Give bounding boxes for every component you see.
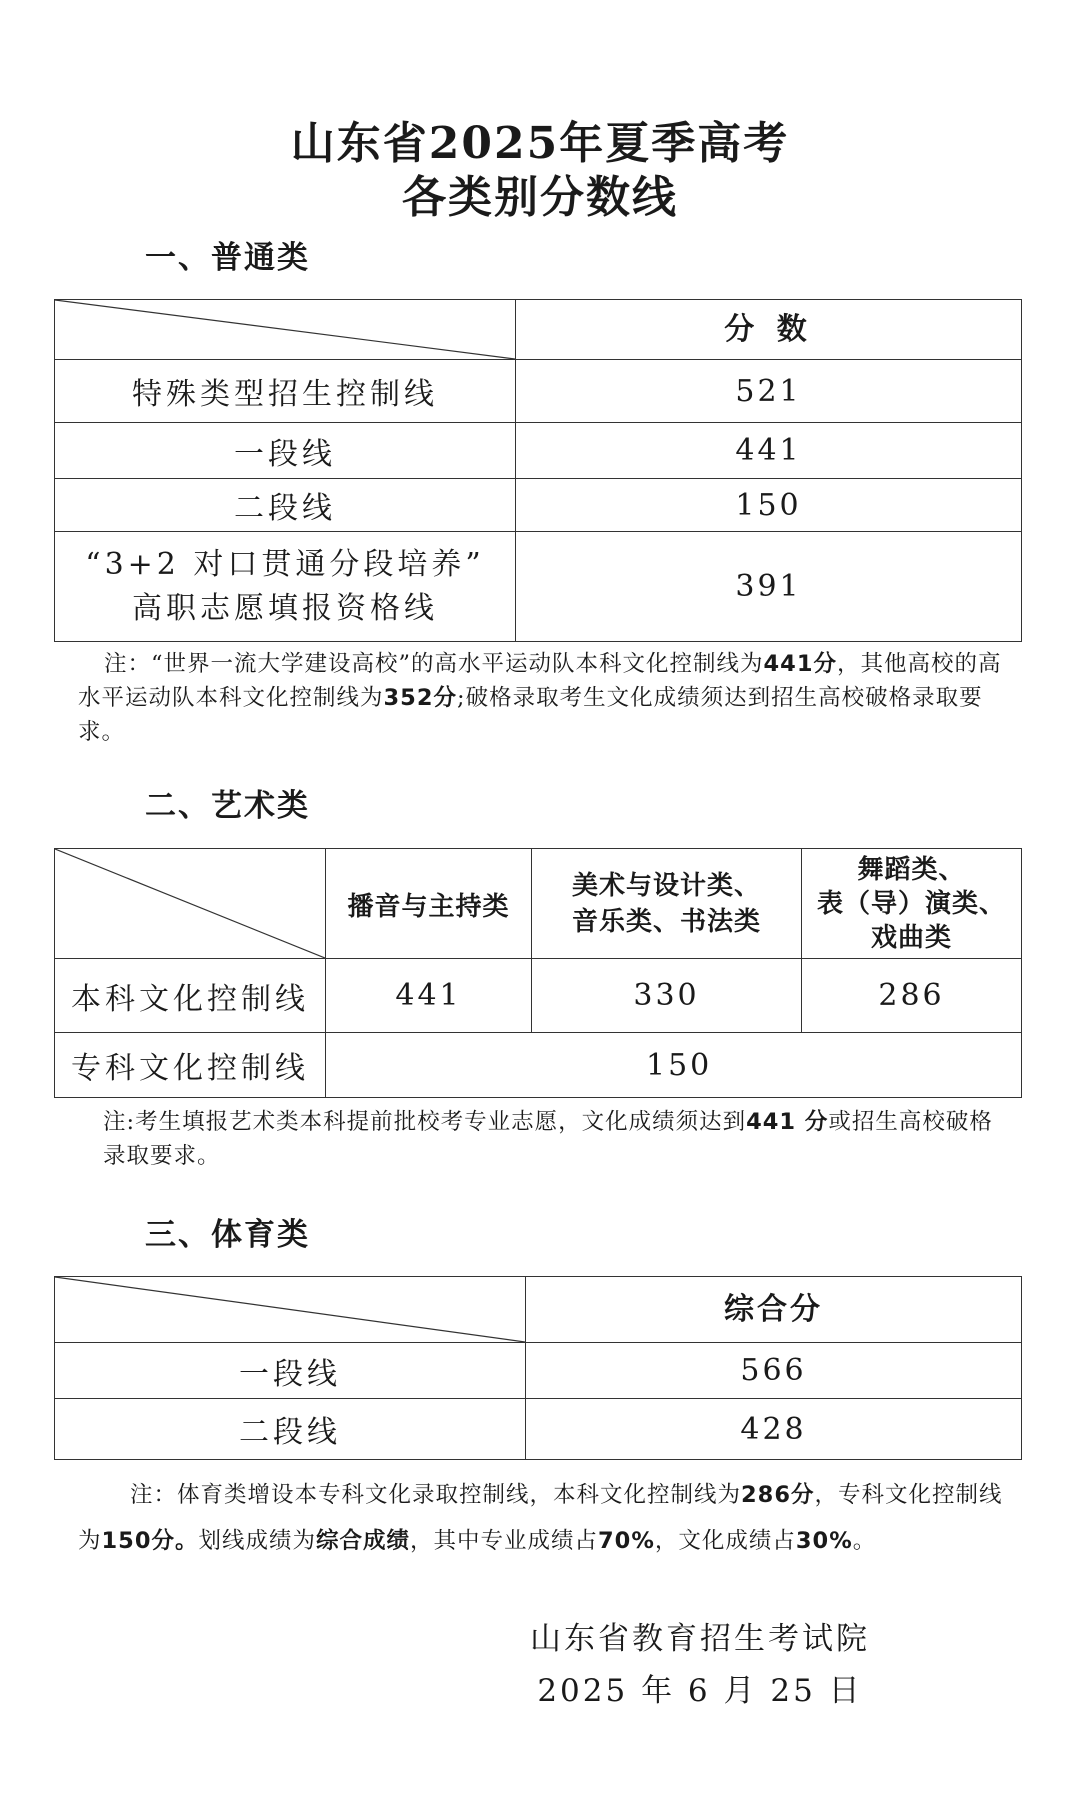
column-header-fine-arts (532, 849, 802, 959)
table-corner-cell (55, 1277, 526, 1343)
note-value: 441分 (763, 651, 837, 677)
document-title-line1: 山东省2025年夏季高考 (290, 118, 790, 169)
column-header-line: 舞蹈类、 (857, 854, 966, 885)
column-header-broadcast: 播音与主持类 (326, 849, 532, 959)
note-value: 30% (795, 1528, 853, 1554)
row-score: 441 (516, 423, 1022, 479)
row-score: 441 (326, 959, 532, 1033)
column-header-dance (802, 849, 1022, 959)
note-text: ，专科文化控制线为 (78, 1482, 1003, 1554)
document-title-line2: 各类别分数线 (402, 172, 678, 223)
row-label-line2: 高职志愿填报资格线 (132, 590, 438, 626)
row-score: 391 (516, 532, 1022, 642)
section-heading-art: 二、艺术类 (145, 788, 310, 824)
note-value: 441 分 (746, 1109, 829, 1135)
row-score: 428 (526, 1399, 1022, 1460)
column-header-line: 戏曲类 (870, 922, 952, 953)
row-label-line1: “3+2 对口贯通分段培养” (85, 546, 485, 582)
diagonal-line (55, 849, 325, 958)
row-label: 一段线 (55, 1343, 526, 1399)
row-label: 一段线 (55, 423, 516, 479)
row-label: 本科文化控制线 (55, 959, 326, 1033)
note-text: ，其他高校的高水平运动队本科文化控制线为 (78, 651, 1002, 711)
section-heading-general: 一、普通类 (145, 240, 310, 276)
note-sports (78, 1472, 1006, 1564)
column-header-score: 分 数 (516, 300, 1022, 360)
note-value: 综合成绩 (316, 1528, 411, 1554)
note-text: ，其中专业成绩占 (410, 1528, 599, 1554)
row-score: 521 (516, 360, 1022, 423)
row-score: 286 (802, 959, 1022, 1033)
row-label: 特殊类型招生控制线 (55, 360, 516, 423)
sports-score-table (54, 1276, 1022, 1460)
note-text: ，文化成绩占 (654, 1528, 796, 1554)
table-corner-cell (55, 849, 326, 959)
art-score-table (54, 848, 1022, 1098)
diagonal-line (55, 300, 515, 359)
note-value: 352分 (383, 685, 457, 711)
note-text: 注：体育类增设本专科文化录取控制线，本科文化控制线为 (130, 1482, 742, 1508)
note-general (78, 647, 1006, 749)
diagonal-line (55, 1277, 525, 1342)
row-score: 330 (532, 959, 802, 1033)
note-text: 注：“世界一流大学建设高校”的高水平运动队本科文化控制线为 (104, 651, 764, 677)
row-label (55, 532, 516, 642)
column-header-line: 表（导）演类、 (816, 888, 1006, 919)
note-value: 286分 (741, 1482, 815, 1508)
table-corner-cell (55, 300, 516, 360)
column-header-line: 美术与设计类、 (571, 870, 761, 901)
row-label: 专科文化控制线 (55, 1033, 326, 1098)
column-header-line: 音乐类、书法类 (571, 906, 761, 937)
note-text: 划线成绩为 (198, 1528, 316, 1554)
general-score-table (54, 299, 1022, 642)
note-value: 70% (598, 1528, 655, 1554)
row-label: 二段线 (55, 479, 516, 532)
column-header-composite: 综合分 (526, 1277, 1022, 1343)
row-score: 566 (526, 1343, 1022, 1399)
row-score: 150 (326, 1033, 1022, 1098)
row-score: 150 (516, 479, 1022, 532)
note-value: 150分。 (101, 1528, 199, 1554)
note-text: 注:考生填报艺术类本科提前批校考专业志愿，文化成绩须达到 (103, 1109, 747, 1135)
note-text: 或招生高校破格录取要求。 (103, 1109, 993, 1169)
note-text: 。 (852, 1528, 877, 1554)
note-art (103, 1105, 1003, 1173)
issuer-organization: 山东省教育招生考试院 (530, 1621, 870, 1657)
issue-date: 2025 年 6 月 25 日 (537, 1673, 863, 1709)
row-label: 二段线 (55, 1399, 526, 1460)
note-text: ;破格录取考生文化成绩须达到招生高校破格录取要求。 (78, 685, 983, 745)
section-heading-sports: 三、体育类 (145, 1217, 310, 1253)
